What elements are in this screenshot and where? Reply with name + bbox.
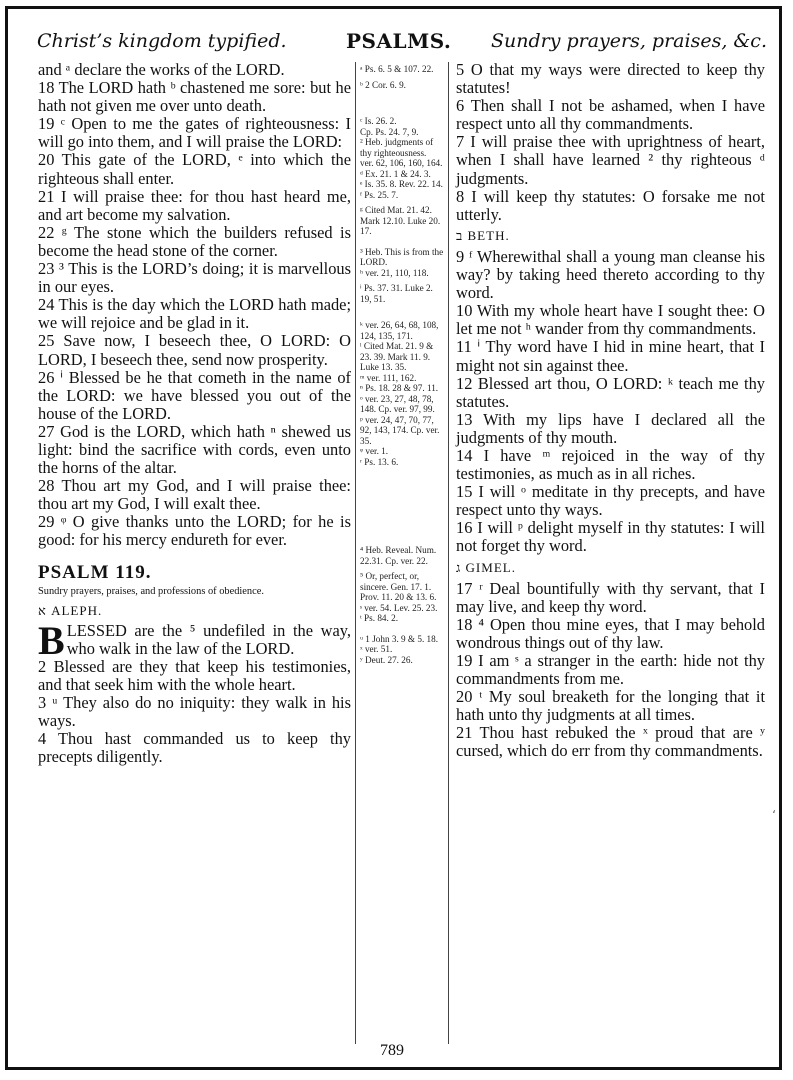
verse: 9 ᶠ Wherewithal shall a young man cleanse his way? by taking heed thereto according to thy word. [456,246,765,303]
verse: 10 With my whole heart have I sought thee: O let me not ʰ wander from thy commandments. [456,301,765,339]
right-text-column [456,61,765,761]
margin-ref: ˢ ver. 54. Lev. 25. 23. [360,602,438,613]
verse: 8 I will keep thy statutes: O forsake me not utterly. [456,186,765,224]
verse: 25 Save now, I beseech thee, O LORD: O LORD, I beseech thee, send now prosperity. [38,331,351,369]
margin-ref: ver. 62, 106, 160, 164. [360,158,443,168]
margin-ref: ᵃ Ps. 6. 5 & 107. 22. [360,64,434,74]
verse: 14 I have ᵐ rejoiced in the way of thy testimonies, as much as in all riches. [456,445,765,484]
margin-ref: ᵈ Ex. 21. 1 & 24. 3. [360,168,431,179]
margin-ref: ᵇ 2 Cor. 6. 9. [360,79,406,90]
margin-ref: ᵗ Ps. 84. 2. [360,613,399,623]
margin-references [360,64,446,665]
column-rule-right [448,62,449,1044]
section-heading-aleph: א ALEPH. [38,602,103,618]
margin-ref: ʰ ver. 21, 110, 118. [360,267,429,278]
margin-ref: ⁵ Or, perfect, or, sincere. Gen. 17. 1. Prov. 11. 20 & 13. 6. [360,571,437,602]
verse: 27 God is the LORD, which hath ⁿ shewed us light: bind the sacrifice with cords, even unto the horns of the altar. [38,421,351,478]
margin-ref: ⁱ Ps. 37. 31. Luke 2. 19, 51. [360,283,433,304]
verse: 12 Blessed art thou, O LORD: ᵏ teach me thy statutes. [456,373,765,411]
margin-ref: ᵒ ver. 23, 27, 48, 78, 148. Cp. ver. 97, 99. [360,393,435,414]
margin-ref: Cp. Ps. 24. 7, 9. [360,126,419,137]
margin-ref: ᵍ Cited Mat. 21. 42. Mark 12.10. Luke 20. 17. [360,205,441,236]
verse: 21 Thou hast rebuked the ˣ proud that are ʸ cursed, which do err from thy commandments. [456,723,765,761]
margin-ref: ʳ Ps. 13. 6. [360,456,399,467]
margin-ref: ᵉ Is. 35. 8. Rev. 22. 14. [360,179,443,189]
header-right-title: Sundry prayers, praises, &c. [490,30,767,52]
margin-ref: ᵘ 1 John 3. 9 & 5. 18. [360,633,439,644]
verse: 7 I will praise thee with uprightness of heart, when I shall have learned ² thy righteous ᵈ judgments. [456,132,765,188]
margin-ref: ᵏ ver. 26, 64, 68, 108, 124, 135, 171. [360,320,439,341]
verse: 2 Blessed are they that keep his testimonies, and that seek him with the whole heart. [38,656,351,694]
verse: 18 The LORD hath ᵇ chastened me sore: but he hath not given me over unto death. [38,78,351,116]
margin-ref: ᶠ Ps. 25. 7. [360,189,399,200]
verse: 15 I will ᵒ meditate in thy precepts, and have respect unto thy ways. [456,482,765,520]
margin-ref: ᵖ ver. 24, 47, 70, 77, 92, 143, 174. Cp. ver. 35. [360,414,440,446]
page-number: 789 [380,1042,404,1059]
header-book-title: PSALMS. [346,29,452,53]
header-left-title: Christ’s kingdom typified. [37,30,287,52]
verse: 4 Thou hast commanded us to keep thy precepts diligently. [38,729,351,767]
verse: 22 ᵍ The stone which the builders refused is become the head stone of the corner. [38,222,351,260]
verse: 18 ⁴ Open thou mine eyes, that I may behold wondrous things out of thy law. [456,614,765,652]
verse: 13 With my lips have I declared all the judgments of thy mouth. [456,409,765,447]
margin-ref: ᵠ ver. 1. [360,446,389,456]
section-heading-gimel: ג GIMEL. [456,559,516,575]
verse: and ᵃ declare the works of the LORD. [38,60,285,79]
verse: 19 ᶜ Open to me the gates of righteousness: I will go into them, and I will praise the LORD: [38,114,351,152]
drop-cap: B [38,617,65,663]
margin-ref: ˣ ver. 51. [360,644,393,654]
running-header [37,30,767,58]
verse-first-text: LESSED are the ⁵ undefiled in the way, who walk in the law of the LORD. [66,620,351,658]
verse-first [38,617,351,663]
margin-ref: ⁴ Heb. Reveal. Num. 22.31. Cp. ver. 22. [360,545,437,566]
left-text-column [38,61,351,766]
margin-ref: ³ Heb. This is from the LORD. [360,246,444,267]
verse: 28 Thou art my God, and I will praise thee: thou art my God, I will exalt thee. [38,476,351,514]
verse: 16 I will ᵖ delight myself in thy statutes: I will not forget thy word. [456,518,765,556]
section-heading-beth: ב BETH. [456,227,510,243]
verse: 19 I am ˢ a stranger in the earth: hide not thy commandments from me. [456,651,765,689]
verse: 11 ⁱ Thy word have I hid in mine heart, that I might not sin against thee. [456,337,765,375]
verse: 20 ᵗ My soul breaketh for the longing that it hath unto thy judgments at all times. [456,687,765,725]
margin-ref: ² Heb. judgments of thy righteousness. [360,137,434,158]
margin-ref: ᵐ ver. 111, 162. [360,372,417,383]
edge-mark-icon: ‘ [772,808,776,822]
verse: 6 Then shall I not be ashamed, when I have respect unto all thy commandments. [456,96,765,134]
verse: 29 ᵠ O give thanks unto the LORD; for he is good: for his mercy endureth for ever. [38,512,351,550]
verse: 17 ʳ Deal bountifully with thy servant, that I may live, and keep thy word. [456,578,765,616]
verse: 24 This is the day which the LORD hath made; we will rejoice and be glad in it. [38,295,351,333]
verse: 5 O that my ways were directed to keep thy statutes! [456,60,765,98]
margin-ref: ᶜ Is. 26. 2. [360,116,397,126]
psalm-title: PSALM 119. [38,561,152,583]
verse: 26 ⁱ Blessed be he that cometh in the name of the LORD: we have blessed you out of the house of the LORD. [38,367,351,423]
verse: 20 This gate of the LORD, ᵉ into which the righteous shall enter. [38,150,351,188]
verse: 21 I will praise thee: for thou hast heard me, and art become my salvation. [38,186,351,224]
margin-ref: ʸ Deut. 27. 26. [360,654,413,665]
psalm-subtitle: Sundry prayers, praises, and professions of obedience. [38,585,264,597]
margin-ref: ˡ Cited Mat. 21. 9 & 23. 39. Mark 11. 9. Luke 13. 35. [360,341,434,372]
margin-ref: ⁿ Ps. 18. 28 & 97. 11. [360,383,439,393]
column-rule-left [355,62,356,1044]
verse: 23 ³ This is the LORD’s doing; it is marvellous in our eyes. [38,259,351,297]
verse: 3 ᵘ They also do no iniquity: they walk in his ways. [38,693,351,731]
